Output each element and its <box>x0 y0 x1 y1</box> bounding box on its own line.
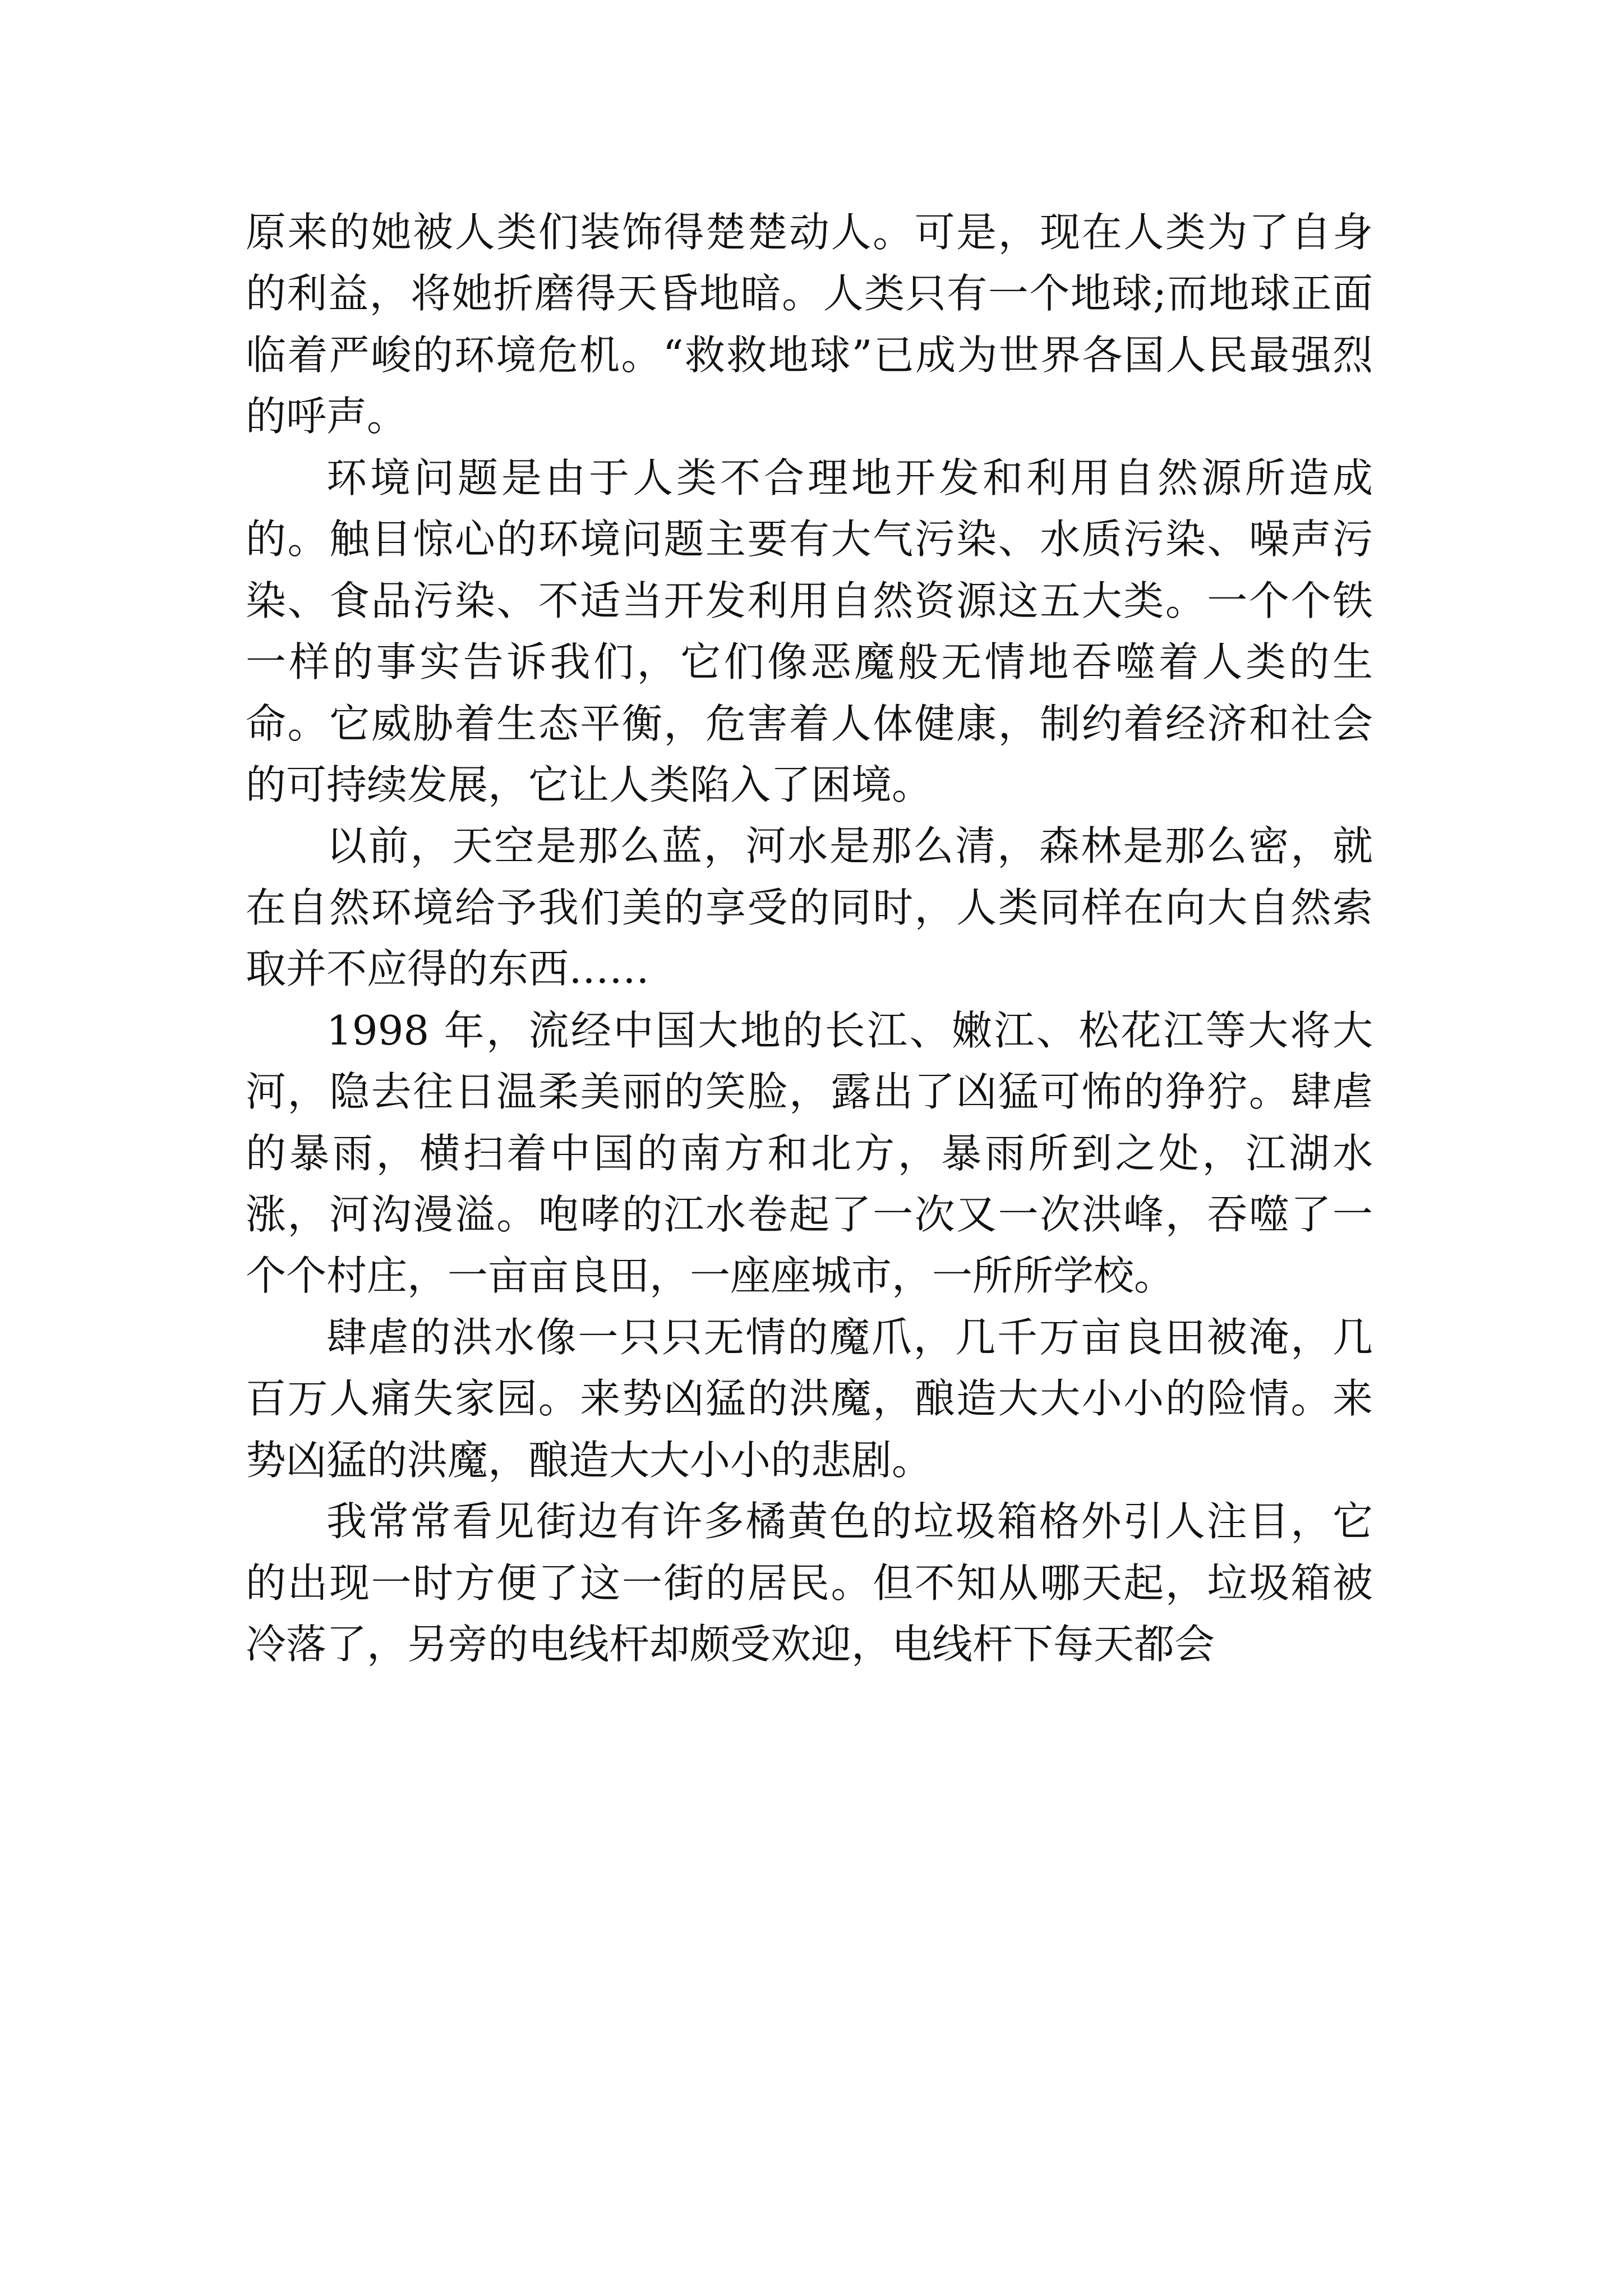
paragraph-6: 我常常看见街边有许多橘黄色的垃圾箱格外引人注目，它的出现一时方便了这一街的居民。但不知从哪天起，垃圾箱被冷落了，另旁的电线杆却颇受欢迎，电线杆下每天都会 <box>246 1498 1373 1668</box>
paragraph-2: 环境问题是由于人类不合理地开发和利用自然源所造成的。触目惊心的环境问题主要有大气污染、水质污染、噪声污染、食品污染、不适当开发利用自然资源这五大类。一个个铁一样的事实告诉我们，它们像恶魔般无情地吞噬着人类的生命。它威胁着生态平衡，危害着人体健康，制约着经济和社会的可持续发展，它让人类陷入了困境。 <box>246 454 1373 808</box>
paragraph-5: 肆虐的洪水像一只只无情的魔爪，几千万亩良田被淹，几百万人痛失家园。来势凶猛的洪魔，酿造大大小小的险情。来势凶猛的洪魔，酿造大大小小的悲剧。 <box>246 1313 1373 1484</box>
document-page <box>246 202 1373 1676</box>
paragraph-1: 原来的她被人类们装饰得楚楚动人。可是，现在人类为了自身的利益，将她折磨得天昏地暗。人类只有一个地球;而地球正面临着严峻的环境危机。“救救地球”已成为世界各国人民最强烈的呼声。 <box>246 209 1373 440</box>
paragraph-4: 1998 年，流经中国大地的长江、嫩江、松花江等大将大河，隐去往日温柔美丽的笑脸，露出了凶猛可怖的狰狞。肆虐的暴雨，横扫着中国的南方和北方，暴雨所到之处，江湖水涨，河沟漫溢。咆哮的江水卷起了一次又一次洪峰，吞噬了一个个村庄，一亩亩良田，一座座城市，一所所学校。 <box>246 1006 1373 1300</box>
paragraph-3: 以前，天空是那么蓝，河水是那么清，森林是那么密，就在自然环境给予我们美的享受的同时，人类同样在向大自然索取并不应得的东西…… <box>246 822 1373 993</box>
